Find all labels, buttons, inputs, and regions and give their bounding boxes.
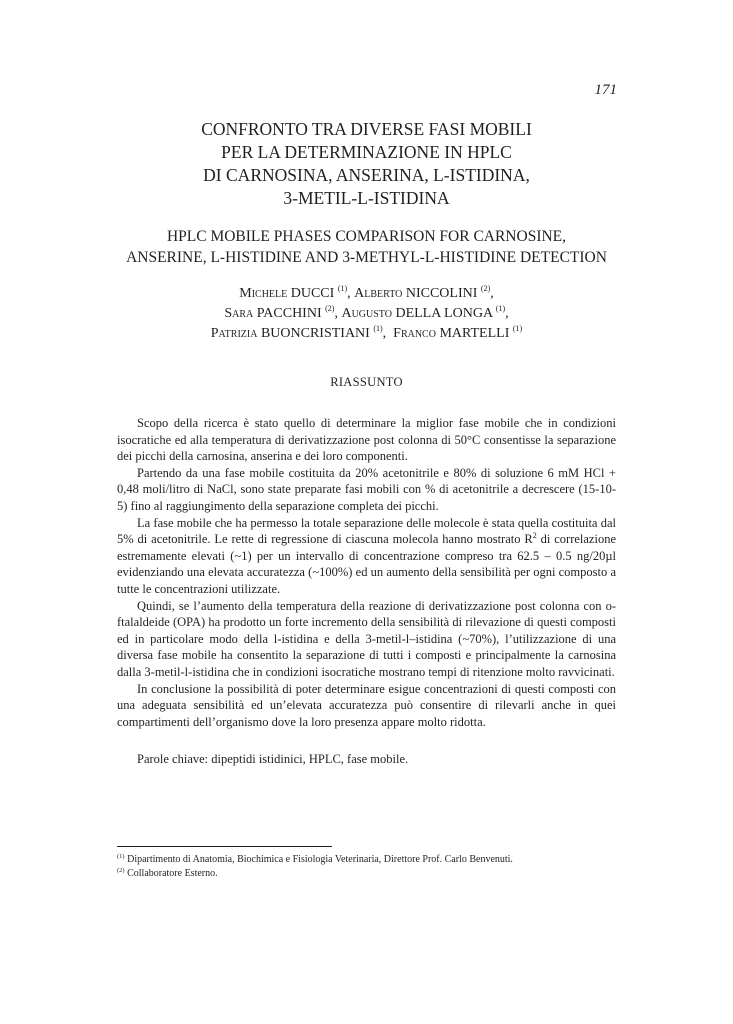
author-first-name: Alberto — [354, 286, 403, 301]
author-last-name: NICCOLINI — [405, 286, 478, 301]
keywords: Parole chiave: dipeptidi istidinici, HPLC, fase mobile. — [137, 752, 409, 766]
title-english — [0, 226, 733, 268]
author-line: Patrizia BUONCRISTIANI $^{(1)}$, Franco MARTELLI $^{(1)}$ — [210, 324, 523, 341]
abstract-text: La fase mobile che ha permesso la totale separazione delle molecole è stata quella costituita dal 5% di acetonitrile. Le rette di regressione di ciascuna molecola hanno mostrato R — [117, 515, 616, 547]
footnote-divider — [117, 846, 332, 847]
title-italian-line: 3-METIL-L-ISTIDINA — [283, 188, 450, 208]
affiliation-mark: (1) — [495, 304, 506, 313]
affiliation-mark: (2) — [480, 284, 491, 293]
title-italian-line: DI CARNOSINA, ANSERINA, L-ISTIDINA, — [203, 165, 530, 185]
footnote-text: Collaboratore Esterno. — [124, 868, 218, 879]
author-last-name: PACCHINI — [256, 306, 322, 321]
section-heading: RIASSUNTO — [330, 375, 403, 389]
title-italian — [0, 118, 733, 210]
superscript: 2 — [532, 531, 537, 541]
author-first-name: Franco — [393, 326, 436, 341]
affiliation-mark: (1) — [373, 324, 383, 333]
footnote-mark: (2) — [117, 867, 125, 874]
page-number: 171 — [594, 82, 617, 98]
abstract-paragraph: Quindi, se l’aumento della temperatura della reazione di derivatizzazione post colonna con o-ftalaldeide (OPA) ha prodotto un forte incremento della sensibilità di rilevazione di questi composti ed in particolare modo della l-istidina e della 3-metil-l–istidina (~70%), l’utilizzazione di una diversa fase mobile ha consentito la separazione di tutti i composti e principalmente la carnosina dalla 3-metil-l-istidina che in condizioni isocratiche mostrano tempi di ritenzione molto ravvicinati. — [117, 598, 616, 679]
author-first-name: Sara — [224, 306, 254, 321]
abstract-paragraph: Scopo della ricerca è stato quello di determinare la miglior fase mobile che in condizioni isocratiche ed alla temperatura di derivatizzazione post colonna di 50°C consentisse la separazione dei picchi della carnosina, anserina e dei loro componenti. — [117, 416, 616, 464]
footnote-text: Dipartimento di Anatomia, Biochimica e Fisiologia Veterinaria, Direttore Prof. Carlo Benvenuti. — [124, 854, 513, 865]
affiliation-mark: (1) — [512, 324, 523, 333]
abstract-paragraph — [117, 515, 616, 598]
footnote — [117, 867, 616, 881]
author-first-name: Patrizia — [210, 326, 258, 341]
affiliation-mark: (1) — [337, 284, 348, 293]
title-italian-line: CONFRONTO TRA DIVERSE FASI MOBILI — [201, 119, 532, 139]
abstract-paragraph: In conclusione la possibilità di poter determinare esigue concentrazioni di questi composti con una adeguata sensibilità ed un’elevata accuratezza può consentire di rilevarli anche in quei compartimenti dell’organismo dove la loro presenza appare molto ridotta. — [117, 681, 616, 729]
author-list — [0, 284, 733, 344]
author-line: Michele DUCCI $^{(1)}$, Alberto NICCOLINI $^{(2)}$, — [239, 284, 494, 301]
author-first-name: Michele — [239, 286, 288, 301]
author-last-name: MARTELLI — [439, 326, 510, 341]
abstract-body — [117, 415, 616, 730]
footnote — [117, 853, 616, 867]
footnote-mark: (1) — [117, 853, 125, 860]
title-english-line: HPLC MOBILE PHASES COMPARISON FOR CARNOSINE, — [166, 228, 567, 245]
abstract-text: di correlazione estremamente elevati (~1) per un intervallo di concentrazione compreso tra 62.5 – 0.5 ng/20µl evidenziando una elevata accuratezza (~100%) ed un aumento della sensibilità per ogni composto a tutte le concentrazioni utilizzate. — [117, 532, 616, 596]
author-last-name: BUONCRISTIANI — [260, 326, 370, 341]
author-first-name: Augusto — [341, 306, 392, 321]
affiliation-mark: (2) — [325, 304, 335, 313]
author-last-name: DELLA LONGA — [395, 306, 493, 321]
title-english-line: ANSERINE, L-HISTIDINE AND 3-METHYL-L-HISTIDINE DETECTION — [126, 249, 607, 266]
footnotes — [117, 853, 616, 881]
title-italian-line: PER LA DETERMINAZIONE IN HPLC — [221, 142, 512, 162]
author-last-name: DUCCI — [290, 286, 335, 301]
abstract-paragraph: Partendo da una fase mobile costituita da 20% acetonitrile e 80% di soluzione 6 mM HCl + 0,48 moli/litro di NaCl, sono state preparate fasi mobili con % di acetonitrile a decrescere (15-10-5) fino al raggiungimento della separazione completa dei picchi. — [117, 465, 616, 513]
author-line: Sara PACCHINI $^{(2)}$, Augusto DELLA LONGA $^{(1)}$, — [224, 304, 509, 321]
